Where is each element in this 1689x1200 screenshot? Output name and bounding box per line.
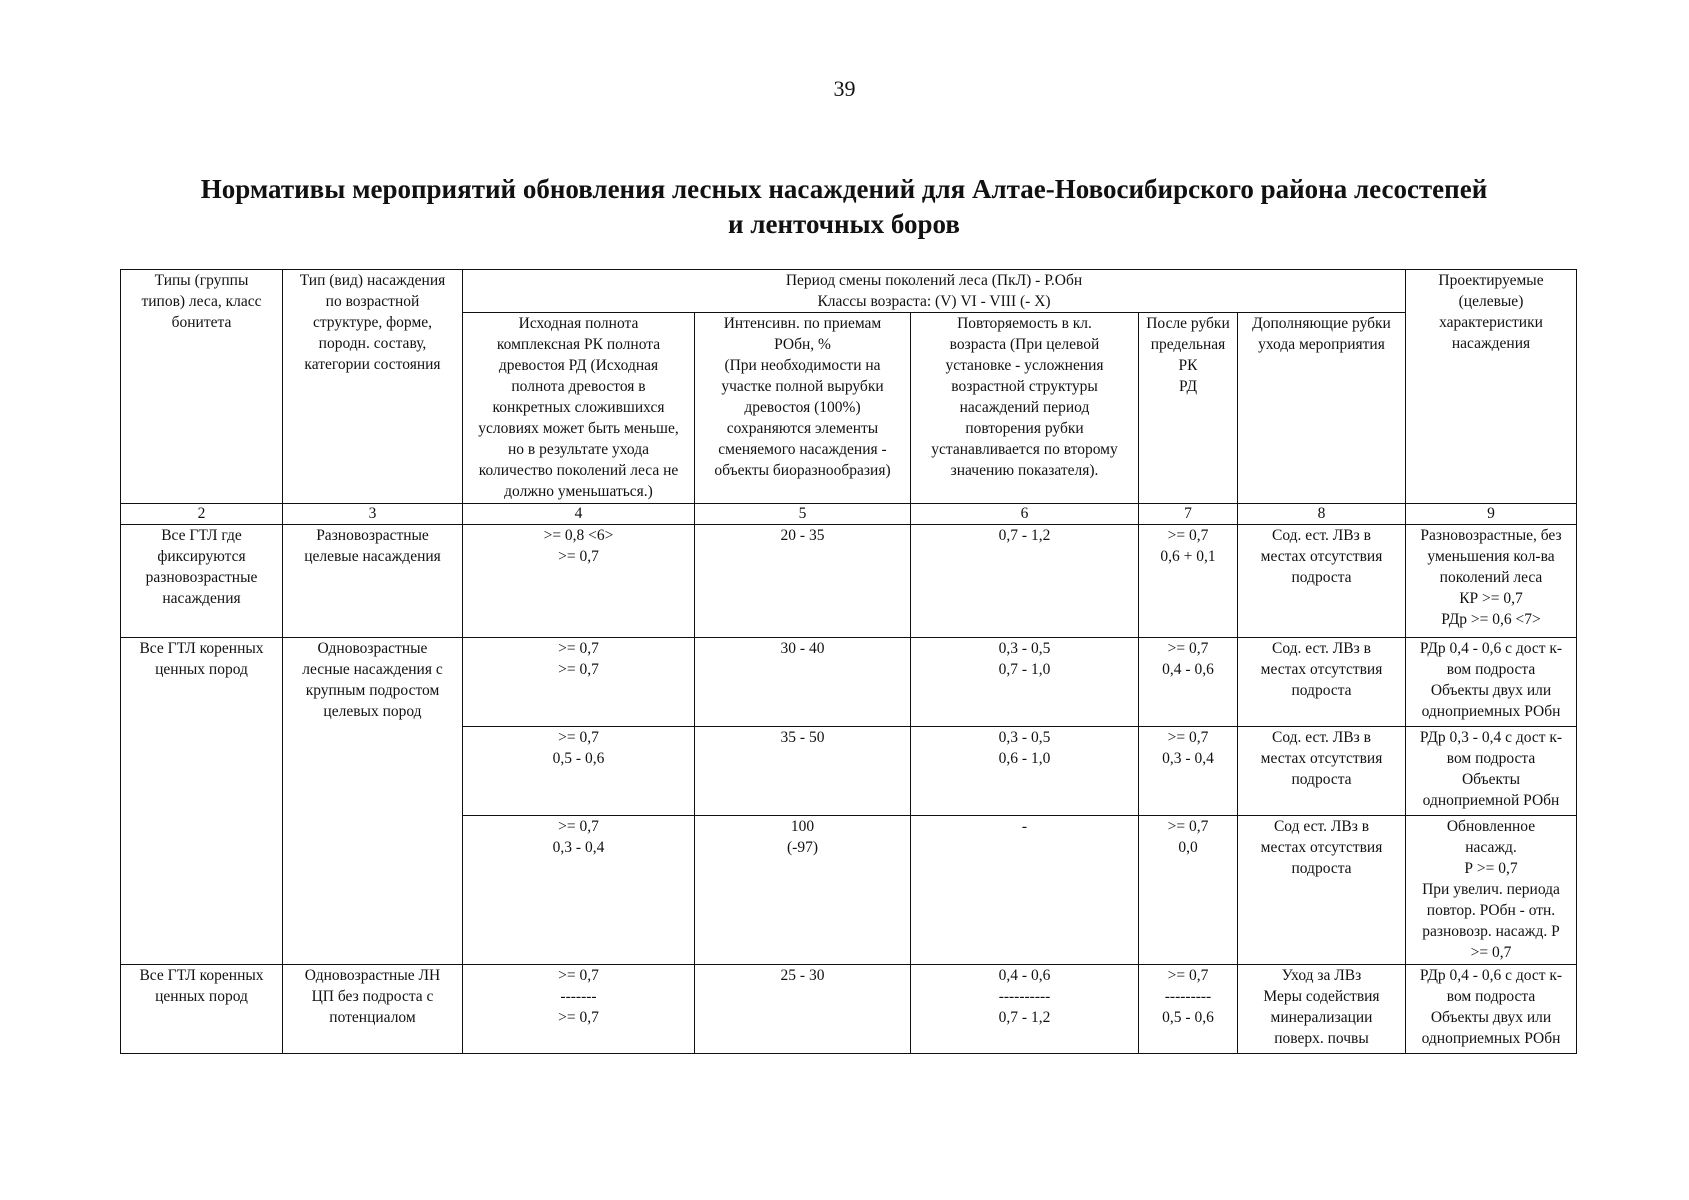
after-cutting-cell: >= 0,7 0,4 - 0,6 <box>1139 638 1238 727</box>
column-number: 4 <box>463 504 695 525</box>
title-line-2: и ленточных боров <box>728 209 960 239</box>
after-cutting-cell: >= 0,7 0,0 <box>1139 816 1238 965</box>
repeatability-cell: 0,3 - 0,5 0,6 - 1,0 <box>911 727 1139 816</box>
intensity-cell: 35 - 50 <box>695 727 911 816</box>
table-row <box>121 638 1577 727</box>
header-additional-cuttings: Дополняющие рубки ухода мероприятия <box>1238 313 1406 504</box>
table-row <box>121 525 1577 638</box>
target-characteristics-cell: РДр 0,4 - 0,6 с дост к- вом подроста Объекты двух или однoприемных РОбн <box>1406 965 1577 1054</box>
column-number: 5 <box>695 504 911 525</box>
after-cutting-cell: >= 0,7 --------- 0,5 - 0,6 <box>1139 965 1238 1054</box>
header-intensity: Интенсивн. по приемам РОбн, % (При необходимости на участке полной вырубки древостоя (100%) сохраняются элементы сменяемого насаждения - объекты биоразнообразия) <box>695 313 911 504</box>
header-stand-type: Тип (вид) насаждения по возрастной структуре, форме, породн. составу, категории состояния <box>283 270 463 504</box>
header-repeatability: Повторяемость в кл. возраста (При целевой установке - усложнения возрастной структуры насаждений период повторения рубки устанавливается по второму значению показателя). <box>911 313 1139 504</box>
column-number: 7 <box>1139 504 1238 525</box>
additional-cuttings-cell: Сод ест. ЛВз в местах отсутствия подроста <box>1238 816 1406 965</box>
initial-density-cell: >= 0,8 <6> >= 0,7 <box>463 525 695 638</box>
stand-type-cell: Разновозрастные целевые насаждения <box>283 525 463 638</box>
stand-type-cell: Одновозрастные ЛН ЦП без подроста с потенциалом <box>283 965 463 1054</box>
column-number: 3 <box>283 504 463 525</box>
initial-density-cell: >= 0,7 >= 0,7 <box>463 638 695 727</box>
title-line-1: Нормативы мероприятий обновления лесных насаждений для Алтае-Новосибирского района лесостепей <box>200 174 1488 204</box>
intensity-cell: 20 - 35 <box>695 525 911 638</box>
target-characteristics-cell: Разновозрастные, без уменьшения кол-ва поколений леса КР >= 0,7 РДр >= 0,6 <7> <box>1406 525 1577 638</box>
forest-type-cell: Все ГТЛ коренных ценных пород <box>121 638 283 965</box>
repeatability-cell: 0,3 - 0,5 0,7 - 1,0 <box>911 638 1139 727</box>
table-row <box>121 965 1577 1054</box>
intensity-cell: 25 - 30 <box>695 965 911 1054</box>
header-initial-density: Исходная полнота комплексная РК полнота древостоя РД (Исходная полнота древостоя в конкретных сложившихся условиях может быть меньше, но в результате ухода количество поколений леса не должно уменьшаться.) <box>463 313 695 504</box>
additional-cuttings-cell: Сод. ест. ЛВз в местах отсутствия подроста <box>1238 638 1406 727</box>
forest-type-cell: Все ГТЛ где фиксируются разновозрастные насаждения <box>121 525 283 638</box>
initial-density-cell: >= 0,7 0,3 - 0,4 <box>463 816 695 965</box>
forest-type-cell: Все ГТЛ коренных ценных пород <box>121 965 283 1054</box>
intensity-cell: 100 (-97) <box>695 816 911 965</box>
initial-density-cell: >= 0,7 ------- >= 0,7 <box>463 965 695 1054</box>
target-characteristics-cell: РДр 0,3 - 0,4 с дост к- вом подроста Объекты однoприемной РОбн <box>1406 727 1577 816</box>
intensity-cell: 30 - 40 <box>695 638 911 727</box>
repeatability-cell: 0,4 - 0,6 ---------- 0,7 - 1,2 <box>911 965 1139 1054</box>
target-characteristics-cell: Обновленное насажд. Р >= 0,7 При увелич. периода повтор. РОбн - отн. разновозр. насажд. Р >= 0,7 <box>1406 816 1577 965</box>
additional-cuttings-cell: Сод. ест. ЛВз в местах отсутствия подроста <box>1238 727 1406 816</box>
column-numbers-row <box>121 504 1577 525</box>
document-title <box>120 172 1568 242</box>
stand-type-cell: Одновозрастные лесные насаждения с крупным подростом целевых пород <box>283 638 463 965</box>
header-generation-period: Период смены поколений леса (ПкЛ) - Р.Обн Классы возраста: (V) VI - VIII (- X) <box>463 270 1406 313</box>
repeatability-cell: 0,7 - 1,2 <box>911 525 1139 638</box>
target-characteristics-cell: РДр 0,4 - 0,6 с дост к- вом подроста Объекты двух или однoприемных РОбн <box>1406 638 1577 727</box>
after-cutting-cell: >= 0,7 0,3 - 0,4 <box>1139 727 1238 816</box>
initial-density-cell: >= 0,7 0,5 - 0,6 <box>463 727 695 816</box>
column-number: 2 <box>121 504 283 525</box>
repeatability-cell: - <box>911 816 1139 965</box>
page-number: 39 <box>833 76 856 101</box>
additional-cuttings-cell: Уход за ЛВз Меры содействия минерализации поверх. почвы <box>1238 965 1406 1054</box>
column-number: 9 <box>1406 504 1577 525</box>
header-forest-types: Типы (группы типов) леса, класс бонитета <box>121 270 283 504</box>
header-row-1 <box>121 270 1577 313</box>
norms-table <box>120 269 1577 1054</box>
after-cutting-cell: >= 0,7 0,6 + 0,1 <box>1139 525 1238 638</box>
additional-cuttings-cell: Сод. ест. ЛВз в местах отсутствия подроста <box>1238 525 1406 638</box>
header-target-characteristics: Проектируемые (целевые) характеристики насаждения <box>1406 270 1577 504</box>
column-number: 6 <box>911 504 1139 525</box>
header-after-cutting: После рубки предельная РК РД <box>1139 313 1238 504</box>
column-number: 8 <box>1238 504 1406 525</box>
